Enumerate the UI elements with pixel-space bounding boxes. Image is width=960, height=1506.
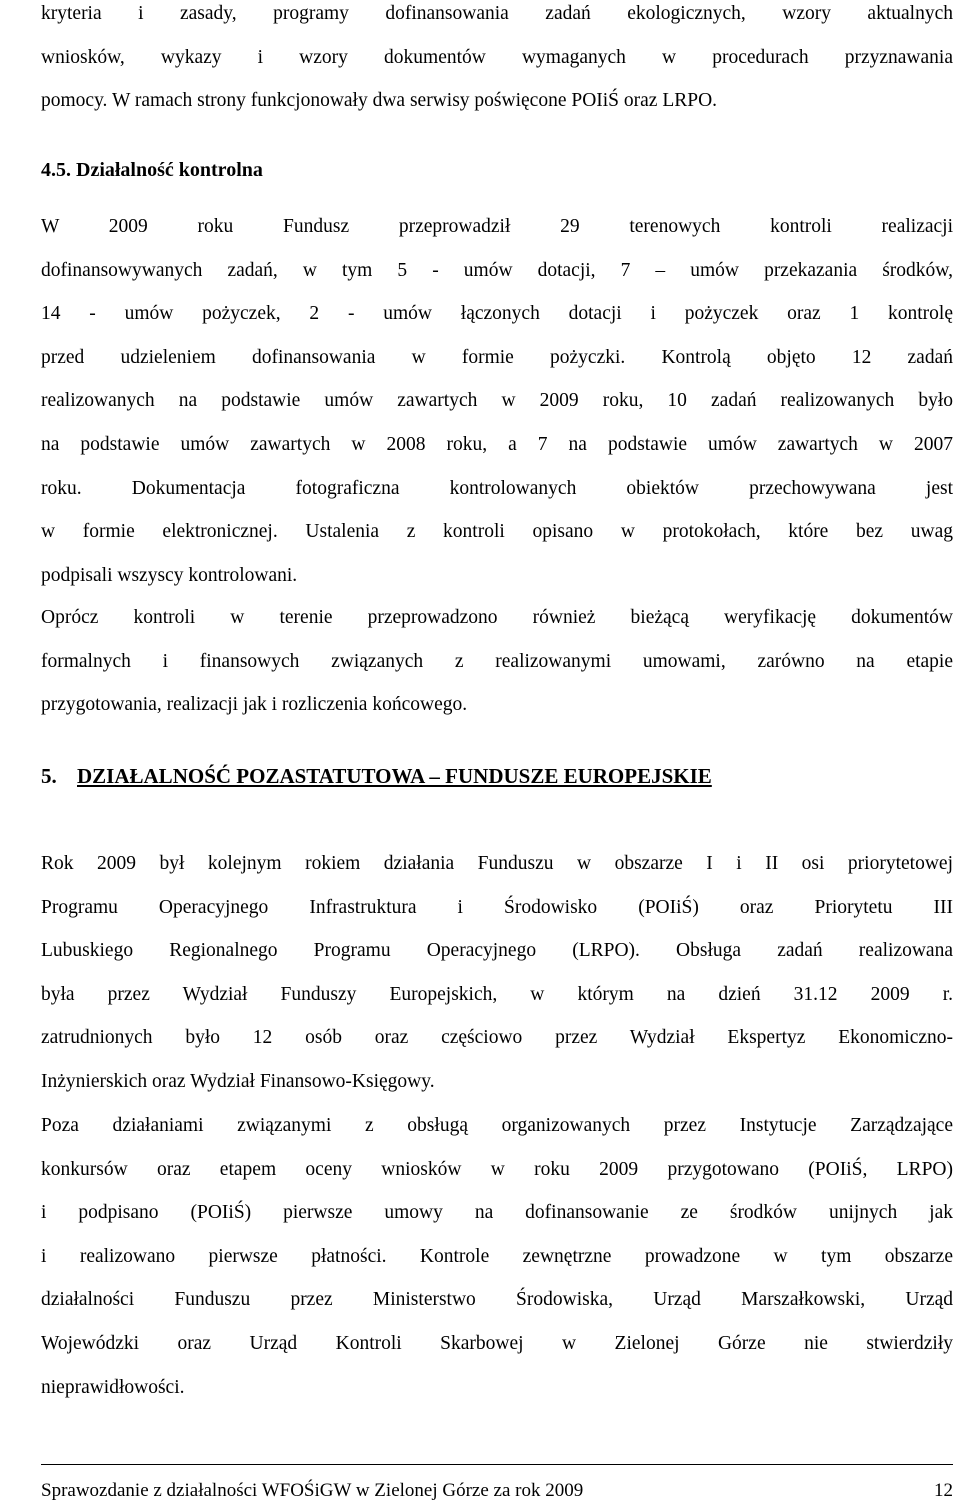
text-line: Wojewódzki oraz Urząd Kontroli Skarbowej w Zielonej Górze nie stwierdziły bbox=[41, 1332, 953, 1354]
text-line: działalności Funduszu przez Ministerstwo Środowiska, Urząd Marszałkowski, Urząd bbox=[41, 1289, 953, 1311]
text-line: na podstawie umów zawartych w 2008 roku, a 7 na podstawie umów zawartych w 2007 bbox=[41, 433, 953, 455]
text-line: w formie elektronicznej. Ustalenia z kontroli opisano w protokołach, które bez uwag bbox=[41, 521, 953, 543]
text-line: przygotowania, realizacji jak i rozliczenia końcowego. bbox=[41, 694, 468, 716]
control-paragraph-1 bbox=[41, 205, 953, 597]
text-line: roku. Dokumentacja fotograficzna kontrolowanych obiektów przechowywana jest bbox=[41, 477, 953, 499]
section-heading-4-5: 4.5. Działalność kontrolna bbox=[41, 159, 263, 181]
footer-title: Sprawozdanie z działalności WFOŚiGW w Zielonej Górze za rok 2009 bbox=[41, 1480, 584, 1501]
text-line: W 2009 roku Fundusz przeprowadził 29 terenowych kontroli realizacji bbox=[41, 216, 953, 237]
text-line: 14 - umów pożyczek, 2 - umów łączonych dotacji i pożyczek oraz 1 kontrolę bbox=[41, 303, 953, 325]
section-title: DZIAŁALNOŚĆ POZASTATUTOWA – FUNDUSZE EUROPEJSKIE bbox=[77, 764, 712, 788]
text-line: Lubuskiego Regionalnego Programu Operacyjnego (LRPO). Obsługa zadań realizowana bbox=[41, 940, 953, 962]
text-line: zatrudnionych było 12 osób oraz częściowo przez Wydział Ekspertyz Ekonomiczno- bbox=[41, 1027, 953, 1049]
text-line: Programu Operacyjnego Infrastruktura i Środowisko (POIiŚ) oraz Priorytetu III bbox=[41, 896, 953, 918]
eu-funds-paragraph-1 bbox=[41, 842, 953, 1104]
text-line: kryteria i zasady, programy dofinansowania zadań ekologicznych, wzory aktualnych bbox=[41, 3, 953, 24]
section-number: 5. bbox=[41, 764, 57, 788]
page-number: 12 bbox=[934, 1480, 953, 1501]
text-line: Oprócz kontroli w terenie przeprowadzono również bieżącą weryfikację dokumentów bbox=[41, 607, 953, 628]
text-line: wniosków, wykazy i wzory dokumentów wymaganych w procedurach przyznawania bbox=[41, 46, 953, 68]
text-line: formalnych i finansowych związanych z realizowanymi umowami, zarówno na etapie bbox=[41, 650, 953, 672]
text-line: Poza działaniami związanymi z obsługą organizowanych przez Instytucje Zarządzające bbox=[41, 1115, 953, 1136]
text-line: nieprawidłowości. bbox=[41, 1376, 185, 1398]
eu-funds-paragraph-2 bbox=[41, 1104, 953, 1409]
section-heading-5 bbox=[41, 758, 712, 794]
intro-paragraph bbox=[41, 0, 953, 123]
page-footer bbox=[41, 1464, 953, 1503]
control-paragraph-2 bbox=[41, 596, 953, 727]
text-line: i podpisano (POIiŚ) pierwsze umowy na dofinansowanie ze środków unijnych jak bbox=[41, 1202, 953, 1224]
text-line: była przez Wydział Funduszy Europejskich, w którym na dzień 31.12 2009 r. bbox=[41, 983, 953, 1005]
text-line: dofinansowywanych zadań, w tym 5 - umów dotacji, 7 – umów przekazania środków, bbox=[41, 259, 953, 281]
text-line: konkursów oraz etapem oceny wniosków w roku 2009 przygotowano (POIiŚ, LRPO) bbox=[41, 1158, 953, 1180]
text-line: podpisali wszyscy kontrolowani. bbox=[41, 564, 298, 586]
text-line: Rok 2009 był kolejnym rokiem działania Funduszu w obszarze I i II osi priorytetowej bbox=[41, 853, 953, 874]
text-line: pomocy. W ramach strony funkcjonowały dwa serwisy poświęcone POIiŚ oraz LRPO. bbox=[41, 90, 718, 112]
text-line: Inżynierskich oraz Wydział Finansowo-Księgowy. bbox=[41, 1070, 435, 1092]
text-line: realizowanych na podstawie umów zawartych w 2009 roku, 10 zadań realizowanych było bbox=[41, 390, 953, 412]
text-line: i realizowano pierwsze płatności. Kontrole zewnętrzne prowadzone w tym obszarze bbox=[41, 1245, 953, 1267]
text-line: przed udzieleniem dofinansowania w formie pożyczki. Kontrolą objęto 12 zadań bbox=[41, 346, 953, 368]
